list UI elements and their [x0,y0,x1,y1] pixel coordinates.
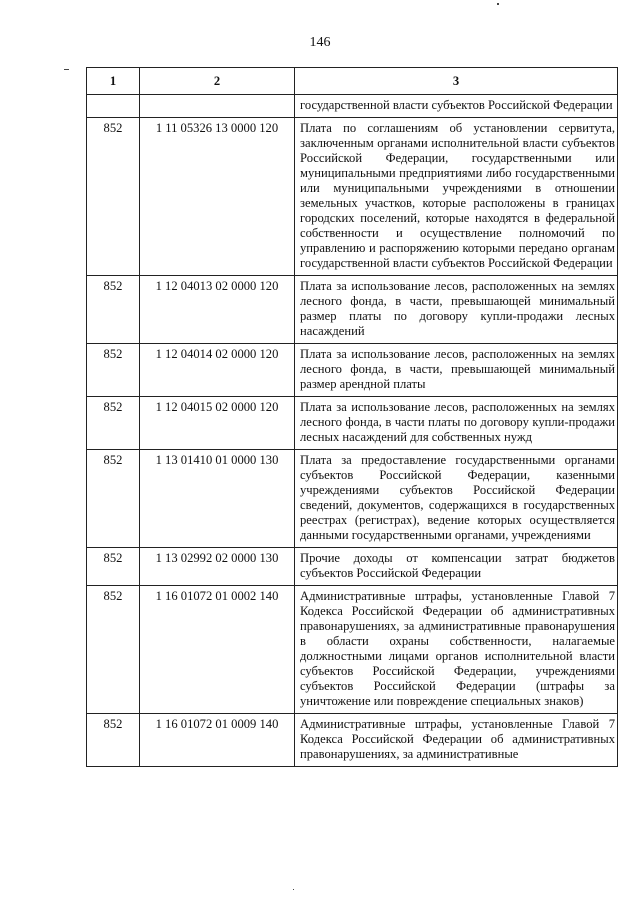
revenue-code-cell [140,95,295,118]
table-row [87,548,618,586]
admin-code-cell: 852 [87,548,140,586]
admin-code-cell: 852 [87,450,140,548]
page-number: 146 [309,35,331,50]
table-row [87,450,618,548]
revenue-code-cell: 1 12 04015 02 0000 120 [140,397,295,450]
admin-code-cell [87,95,140,118]
scan-speck [64,69,69,70]
table-row [87,344,618,397]
revenue-description-cell [295,714,618,767]
revenue-description-cell: Плата по соглашениям об установлении сервитута, заключенным органами исполнительной власти субъектов Российской Федерации, государственными или муниципальными предприятиями либо государственными или муниципальными учреждениями в отношении земельных участков, которые расположены в границах городских поселений, которые находятся в федеральной собственности и осуществление полномочий по управлению и распоряжению которыми передано органам государственной власти субъектов Российской Федерации [295,118,618,276]
admin-code-cell: 852 [87,118,140,276]
revenue-code-cell: 1 16 01072 01 0009 140 [140,714,295,767]
admin-code-cell: 852 [87,276,140,344]
table-header-row [87,68,618,95]
revenue-code-cell: 1 12 04013 02 0000 120 [140,276,295,344]
table-row [87,95,618,118]
column-header-2: 2 [140,68,295,95]
budget-codes-table [86,67,618,767]
revenue-description-cell: Плата за использование лесов, расположенных на землях лесного фонда, в части, превышающей минимальный размер арендной платы [295,344,618,397]
revenue-description-text: Административные штрафы, установленные Главой 7 Кодекса Российской Федерации об административных правонарушениях, за административные [300,717,615,761]
table-row [87,276,618,344]
revenue-description-cell: государственной власти субъектов Российской Федерации [295,95,618,118]
table-row [87,586,618,714]
scan-speck [497,3,499,5]
revenue-description-cell: Административные штрафы, установленные Главой 7 Кодекса Российской Федерации об административных правонарушениях, за административные правонарушения в области охраны собственности, налагаемые должностными лицами органов исполнительной власти субъектов Российской Федерации, учреждениями субъектов Российской Федерации (штрафы за уничтожение или повреждение специальных знаков) [295,586,618,714]
revenue-code-cell: 1 11 05326 13 0000 120 [140,118,295,276]
revenue-code-cell: 1 12 04014 02 0000 120 [140,344,295,397]
column-header-1: 1 [87,68,140,95]
table-row [87,397,618,450]
revenue-description-cell: Плата за предоставление государственными органами субъектов Российской Федерации, казенными учреждениями субъектов Российской Федерации сведений, документов, содержащихся в государственных реестрах (регистрах), ведение которых осуществляется данными государственными органами, учреждениями [295,450,618,548]
table-row [87,714,618,767]
table-row [87,118,618,276]
admin-code-cell: 852 [87,586,140,714]
revenue-description-cell: Прочие доходы от компенсации затрат бюджетов субъектов Российской Федерации [295,548,618,586]
revenue-code-cell: 1 13 02992 02 0000 130 [140,548,295,586]
admin-code-cell: 852 [87,714,140,767]
admin-code-cell: 852 [87,344,140,397]
column-header-3: 3 [295,68,618,95]
revenue-description-cell: Плата за использование лесов, расположенных на землях лесного фонда, в части платы по договору купли-продажи лесных насаждений для собственных нужд [295,397,618,450]
admin-code-cell: 852 [87,397,140,450]
scan-speck [293,889,294,890]
revenue-code-cell: 1 16 01072 01 0002 140 [140,586,295,714]
revenue-code-cell: 1 13 01410 01 0000 130 [140,450,295,548]
revenue-description-cell: Плата за использование лесов, расположенных на землях лесного фонда, в части, превышающей минимальный размер платы по договору купли-продажи лесных насаждений [295,276,618,344]
